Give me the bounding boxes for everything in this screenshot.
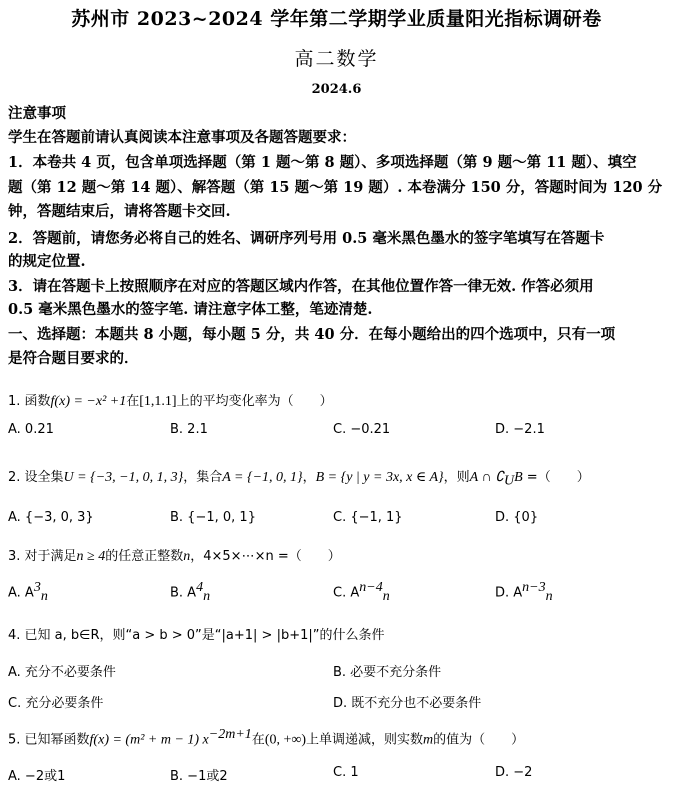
- notice-line: 的规定位置.: [8, 253, 86, 270]
- notice-line: 3．请在答题卡上按照顺序在对应的答题区域内作答，在其他位置作答一律无效. 作答必须用: [8, 278, 594, 295]
- q2-option-c[interactable]: C. {−1, 1}: [333, 510, 403, 525]
- q5-option-b[interactable]: B. −1或2: [170, 769, 228, 784]
- q3-option-c[interactable]: C. $A^{n-4}_n$: [333, 580, 390, 604]
- q1-option-b[interactable]: B. 2.1: [170, 422, 208, 437]
- question-5: 5. 已知幂函数f(x) = (m² + m − 1) $x^{-2m+1}$在(0, +∞)上单调递减，则实数m的值为（ ）: [8, 727, 525, 748]
- notice-line: 题（第 12 题～第 14 题）、解答题（第 15 题～第 19 题）. 本卷满分 150 分，答题时间为 120 分: [8, 179, 663, 196]
- notice-line: 钟，答题结束后，请将答题卡交回.: [8, 203, 231, 220]
- q5-option-a[interactable]: A. −2或1: [8, 769, 66, 784]
- q5-option-c[interactable]: C. 1: [333, 765, 359, 780]
- exam-date: 2024.6: [311, 82, 362, 97]
- question-3: 3. 对于满足n ≥ 4的任意正整数n，4×5×⋯×n =（ ）: [8, 549, 341, 564]
- q5-option-d[interactable]: D. −2: [495, 765, 533, 780]
- q2-option-d[interactable]: D. {0}: [495, 510, 539, 525]
- q4-option-d[interactable]: D. 既不充分也不必要条件: [333, 696, 482, 711]
- notice-line: 2．答题前，请您务必将自己的姓名、调研序列号用 0.5 毫米黑色墨水的签字笔填写在答题卡: [8, 230, 605, 247]
- question-2: 2. 设全集U = {−3, −1, 0, 1, 3}，集合A = {−1, 0, 1}，B = {y | y = 3x, x ∈ A}，则A ∩ $∁_UB$ =（ ）: [8, 470, 590, 489]
- q2-option-a[interactable]: A. {−3, 0, 3}: [8, 510, 94, 525]
- q3-option-b[interactable]: B. $A^4_n$: [170, 580, 211, 604]
- q1-option-a[interactable]: A. 0.21: [8, 422, 54, 437]
- q3-option-a[interactable]: A. $A^3_n$: [8, 580, 48, 604]
- notice-heading: 注意事项: [8, 105, 66, 122]
- q1-option-c[interactable]: C. −0.21: [333, 422, 391, 437]
- question-1: 1. 函数f(x) = −x² +1在[1,1.1]上的平均变化率为（ ）: [8, 394, 333, 409]
- q3-option-d[interactable]: D. $A^{n-3}_n$: [495, 580, 553, 604]
- section-heading: 是符合题目要求的．: [8, 350, 139, 367]
- q4-option-a[interactable]: A. 充分不必要条件: [8, 665, 116, 680]
- exam-subject: 高二数学: [294, 48, 379, 70]
- q1-option-d[interactable]: D. −2.1: [495, 422, 545, 437]
- notice-line: 0.5 毫米黑色墨水的签字笔. 请注意字体工整，笔迹清楚.: [8, 301, 373, 318]
- notice-line: 1．本卷共 4 页，包含单项选择题（第 1 题～第 8 题）、多项选择题（第 9 题～第 11 题）、填空: [8, 154, 637, 171]
- notice-intro: 学生在答题前请认真阅读本注意事项及各题答题要求：: [8, 129, 356, 146]
- section-heading: 一、选择题：本题共 8 小题，每小题 5 分，共 40 分．在每小题给出的四个选项中，只有一项: [8, 326, 616, 343]
- q2-option-b[interactable]: B. {−1, 0, 1}: [170, 510, 256, 525]
- q4-option-b[interactable]: B. 必要不充分条件: [333, 665, 442, 680]
- exam-title: 苏州市 2023~2024 学年第二学期学业质量阳光指标调研卷: [71, 8, 602, 30]
- question-4: 4. 已知 a, b∈R，则“a > b > 0”是“|a+1| > |b+1|”的什么条件: [8, 628, 385, 643]
- q4-option-c[interactable]: C. 充分必要条件: [8, 696, 104, 711]
